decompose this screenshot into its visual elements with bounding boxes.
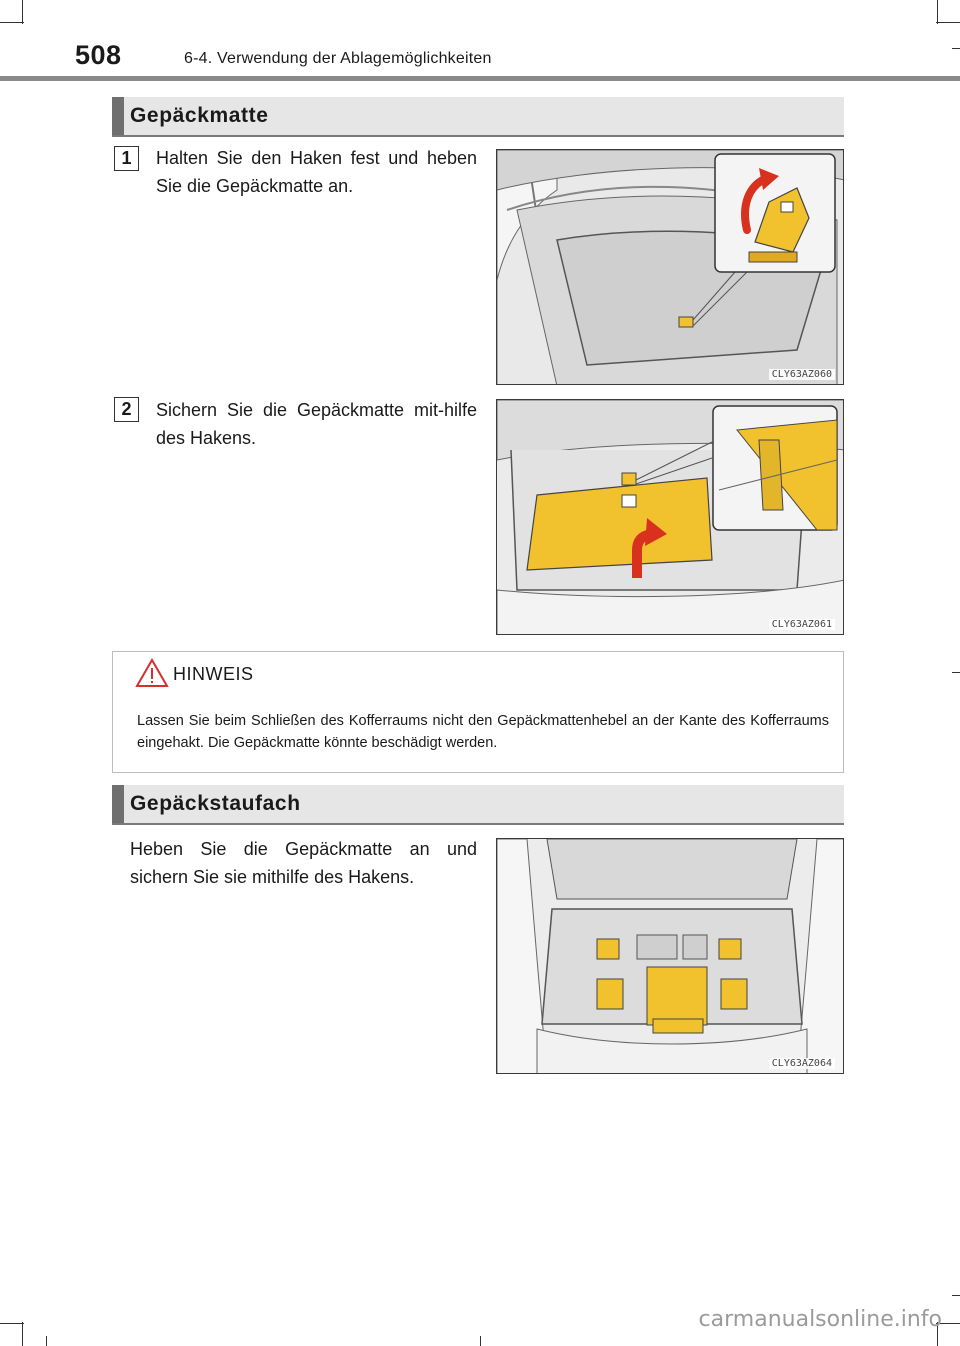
crop-mark: [0, 22, 24, 23]
figure-lift-mat: [496, 149, 844, 385]
crop-mark: [0, 1323, 24, 1324]
figure-secure-mat: [496, 399, 844, 635]
figure-code: CLY63AZ061: [769, 619, 835, 630]
notice-body: Lassen Sie beim Schließen des Kofferraums nicht den Gepäckmattenhebel an der Kante des Kofferraums eingehakt. Die Gepäckmatte könnte beschädigt werden.: [137, 713, 829, 751]
section-accent: [112, 97, 124, 135]
section-title: Gepäckmatte: [130, 104, 269, 127]
section-2-text: Heben Sie die Gepäckmatte an und sichern Sie sie mithilfe des Hakens.: [130, 839, 477, 887]
crop-mark: [952, 1295, 960, 1296]
notice-title: HINWEIS: [173, 664, 254, 684]
crop-mark: [22, 0, 23, 24]
crop-mark: [937, 0, 938, 24]
crop-mark: [936, 22, 960, 23]
chapter-title: 6-4. Verwendung der Ablagemöglichkeiten: [184, 50, 492, 67]
crop-mark: [480, 1336, 481, 1346]
section-title: Gepäckstaufach: [130, 792, 301, 815]
crop-mark: [952, 672, 960, 673]
trunk-illustration-1: [497, 150, 844, 385]
watermark: carmanualsonline.info: [698, 1307, 942, 1332]
notice-box: [112, 651, 844, 773]
step-1-text: Halten Sie den Haken fest und heben Sie die Gepäckmatte an.: [156, 148, 477, 196]
crop-mark: [952, 48, 960, 49]
trunk-illustration-2: [497, 400, 844, 635]
section-heading-gepaeckstaufach: [112, 785, 844, 825]
step-2-text: Sichern Sie die Gepäckmatte mit-hilfe des Hakens.: [156, 400, 477, 448]
figure-code: CLY63AZ064: [769, 1058, 835, 1069]
page-number: 508: [75, 40, 122, 70]
warning-triangle-icon: [135, 656, 169, 690]
figure-storage-compartment: [496, 838, 844, 1074]
section-heading-gepaeckmatte: [112, 97, 844, 137]
header-rule: [0, 76, 960, 81]
figure-code: CLY63AZ060: [769, 369, 835, 380]
section-accent: [112, 785, 124, 823]
step-badge-1: 1: [114, 146, 139, 171]
crop-mark: [22, 1322, 23, 1346]
trunk-illustration-3: [497, 839, 844, 1074]
crop-mark: [46, 1336, 47, 1346]
step-badge-2: 2: [114, 397, 139, 422]
